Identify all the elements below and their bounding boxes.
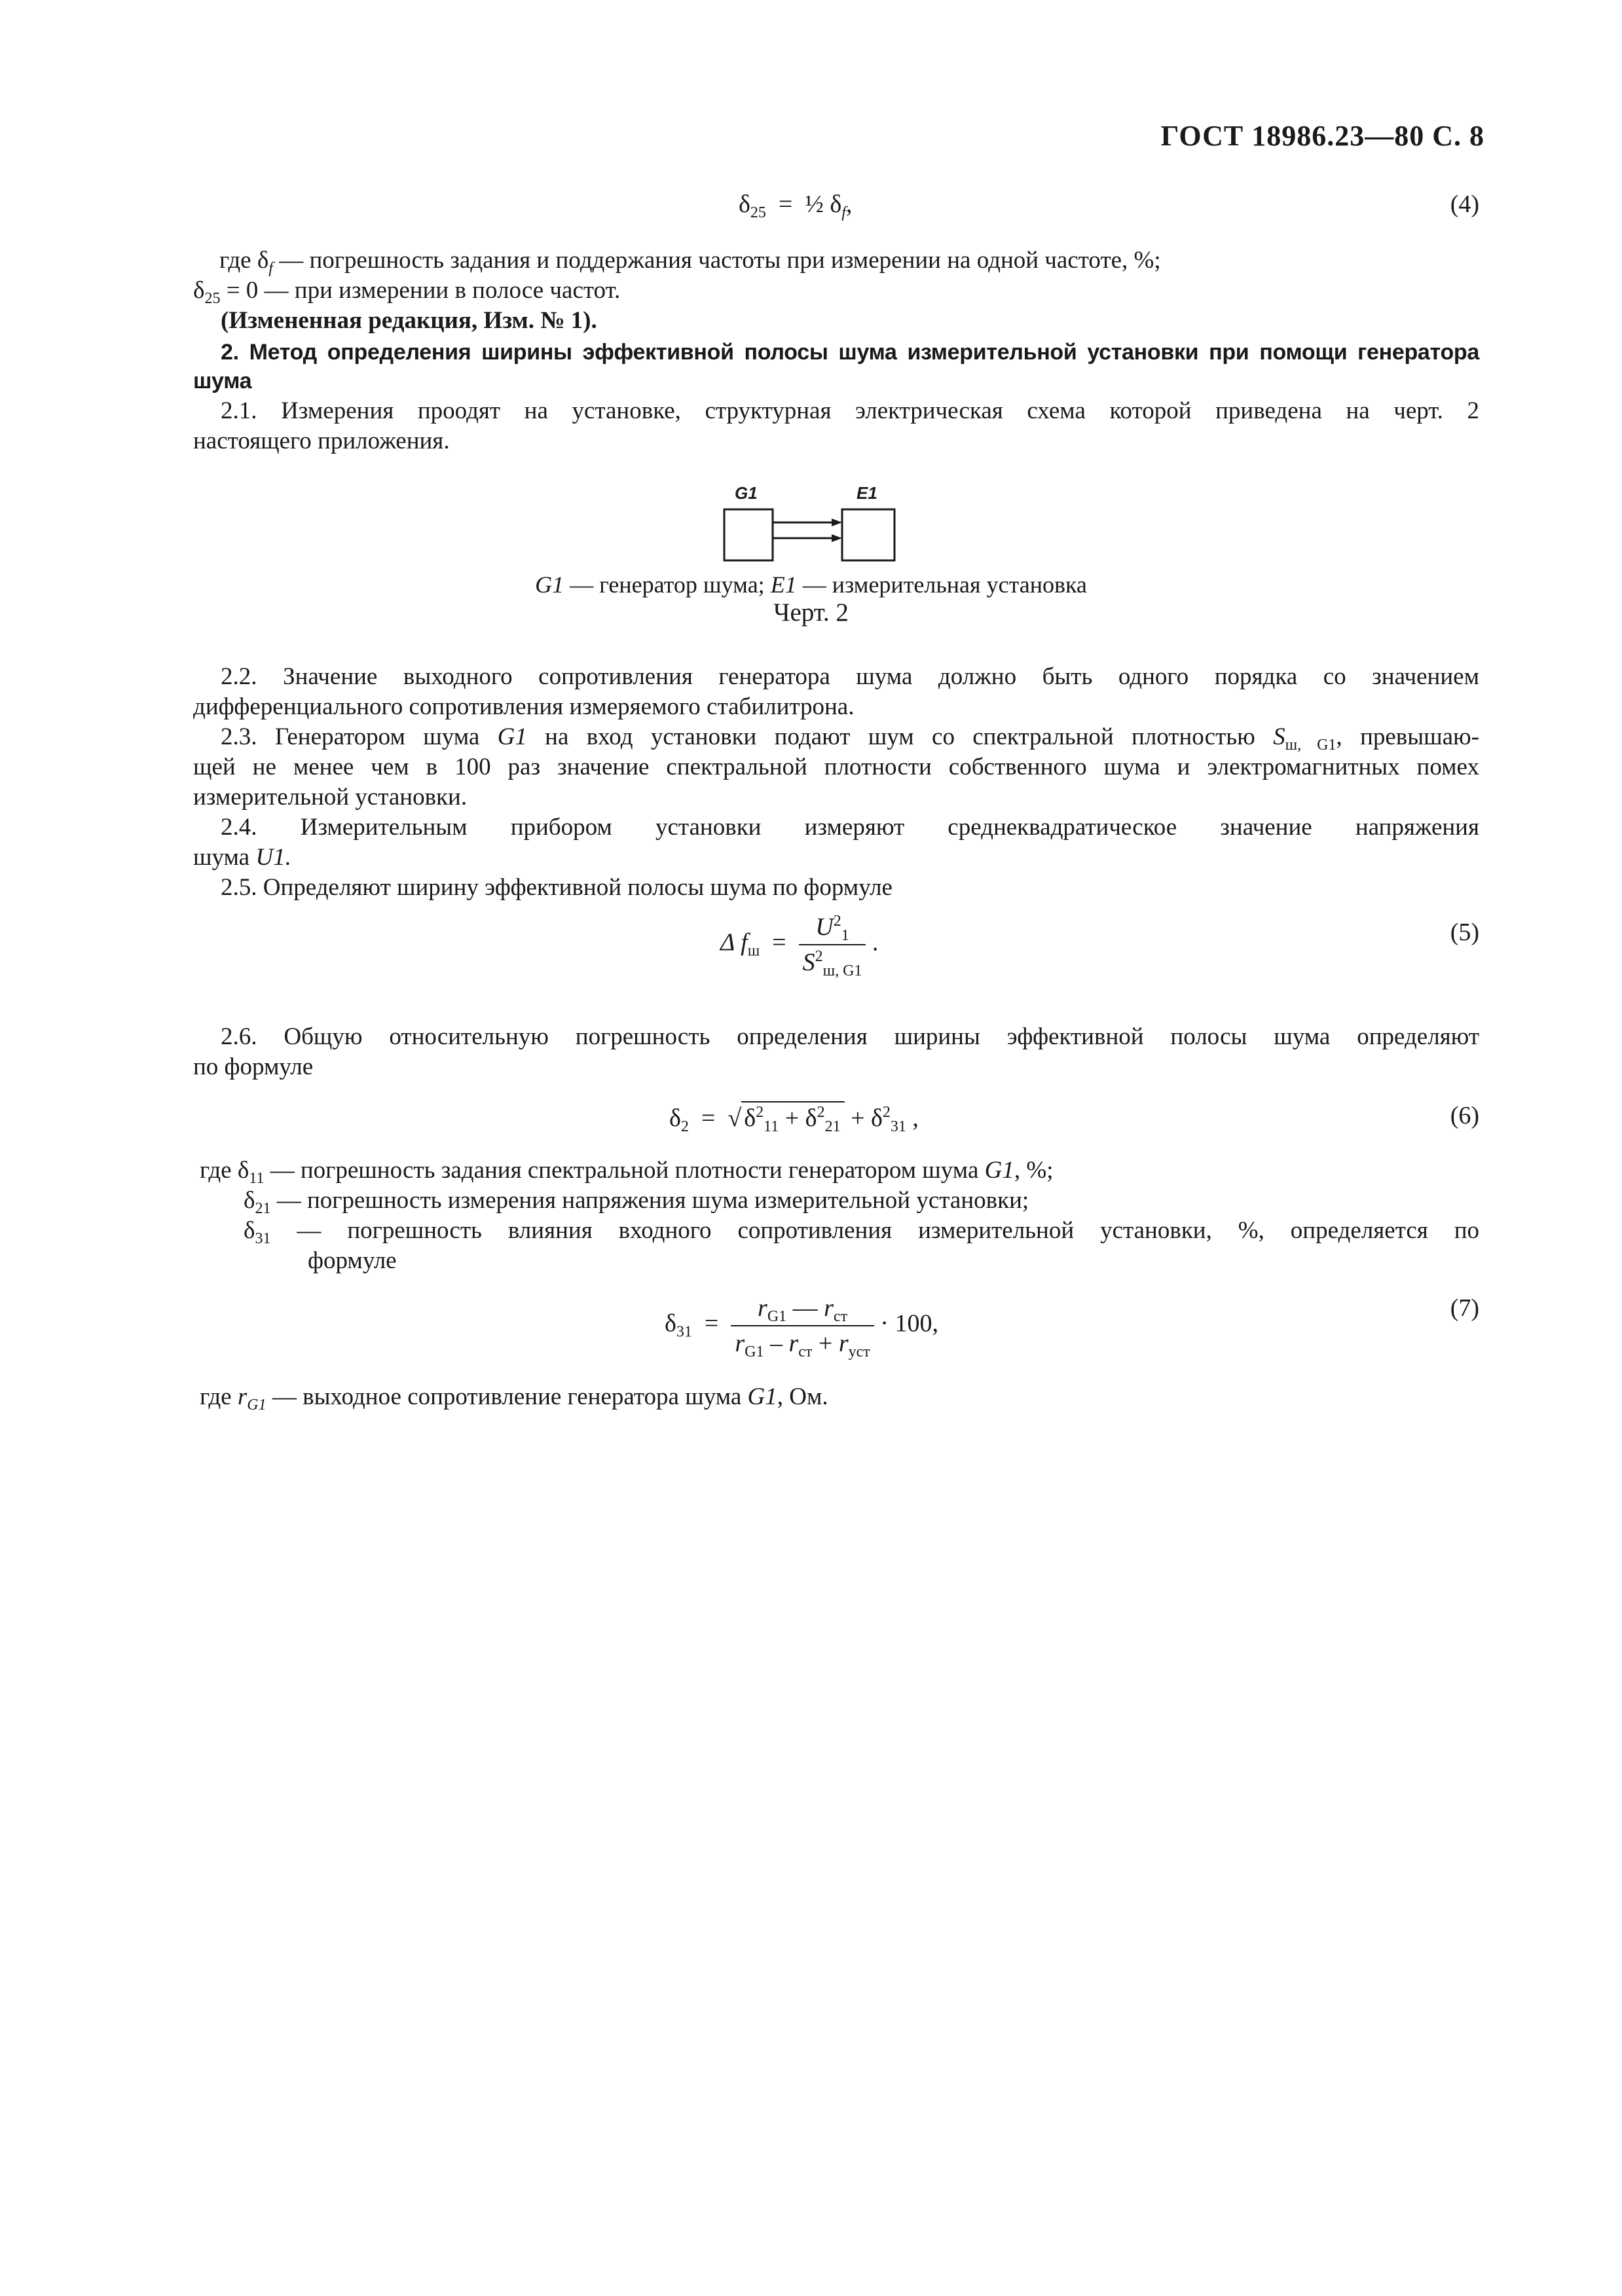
arrow-upper-icon xyxy=(832,519,842,526)
paragraph-2-1-line2: настоящего приложения. xyxy=(193,428,450,454)
revision-note: (Измененная редакция, Изм. № 1). xyxy=(221,307,597,334)
paragraph-2-4-line1: 2.4. Измерительным прибором установки измеряют среднеквадратическое значение напряжения xyxy=(221,814,1479,841)
arrow-lower-icon xyxy=(832,534,842,542)
paragraph-2-2-line2: дифференциального сопротивления измеряемого стабилитрона. xyxy=(193,693,855,720)
equation-number-6: (6) xyxy=(1450,1102,1479,1129)
figure-caption: G1 — генератор шума; E1 — измерительная установка xyxy=(535,572,1087,598)
paragraph-2-3-line3: измерительной установки. xyxy=(193,784,468,811)
paragraph-2-6-line1: 2.6. Общую относительную погрешность определения ширины эффективной полосы шума определяют xyxy=(221,1023,1479,1050)
where-delta-31-line2: формуле xyxy=(308,1247,397,1274)
formula-4: $\delta_{25}$ = ½ $\delta_f$, xyxy=(739,191,853,221)
block-diagram xyxy=(720,484,917,563)
where-r-g1: где $r_{G1}$ — выходное сопротивление генератора шума G1, Ом. xyxy=(200,1383,828,1413)
square-root: $\delta^2_{11} + \delta^2_{21}$ xyxy=(741,1101,844,1133)
paragraph-2-2-line1: 2.2. Значение выходного сопротивления генератора шума должно быть одного порядка со значением xyxy=(221,663,1479,690)
page-header: ГОСТ 18986.23—80 С. 8 xyxy=(1160,120,1484,152)
where-delta-11: где $\delta_{11}$ — погрешность задания спектральной плотности генератором шума G1, %; xyxy=(200,1157,1054,1187)
equation-number-7: (7) xyxy=(1450,1294,1479,1322)
paragraph-2-3-line1: 2.3. Генератором шума G1 на вход установки подают шум со спектральной плотностью $S_{ш, G1}$, превышаю- xyxy=(221,723,1479,754)
where-delta-31-line1: $\delta_{31}$ — погрешность влияния входного сопротивления измерительной установки, %, определяется по xyxy=(244,1217,1479,1247)
where-delta-21: $\delta_{21}$ — погрешность измерения напряжения шума измерительной установки; xyxy=(244,1187,1029,1217)
measurement-setup-block xyxy=(842,509,894,560)
where-delta-f: где $\delta_f$ — погрешность задания и поддержания частоты при измерении на одной частоте, %; xyxy=(219,247,1161,277)
paragraph-2-3-line2: щей не менее чем в 100 раз значение спектральной плотности собственного шума и электромагнитных помех xyxy=(193,754,1479,780)
section-2-heading-line1: 2. Метод определения ширины эффективной полосы шума измерительной установки при помощи генератора xyxy=(221,340,1479,365)
noise-generator-block xyxy=(724,509,773,560)
formula-6: $\delta_2$ = √ $\delta^2_{11} + \delta^2_{21} + \delta^2_{31}$ , xyxy=(669,1101,919,1133)
formula-5: Δ $f_ш$ = $\frac{U^2_1}{S^2_{ш, G1}}$ . xyxy=(720,913,879,979)
where-delta-25: $\delta_{25} = 0$ — при измерении в полосе частот. xyxy=(193,277,621,307)
equation-number-5: (5) xyxy=(1450,919,1479,946)
formula-7: $\delta_{31}$ = $\frac{r_{G1} — r_{ст}}{r_{G1} - r_{ст} + r_{уст}}$ · 100, xyxy=(665,1294,938,1360)
g1-label: G1 xyxy=(735,484,758,503)
equation-number-4: (4) xyxy=(1450,191,1479,218)
paragraph-2-4-line2: шума U1. xyxy=(193,844,291,871)
paragraph-2-5: 2.5. Определяют ширину эффективной полосы шума по формуле xyxy=(221,874,893,901)
e1-label: E1 xyxy=(857,484,877,503)
paragraph-2-1-line1: 2.1. Измерения проодят на установке, структурная электрическая схема которой приведена на черт. 2 xyxy=(221,397,1479,424)
figure-title: Черт. 2 xyxy=(773,598,849,627)
section-2-heading-line2: шума xyxy=(193,369,252,393)
paragraph-2-6-line2: по формуле xyxy=(193,1053,314,1080)
